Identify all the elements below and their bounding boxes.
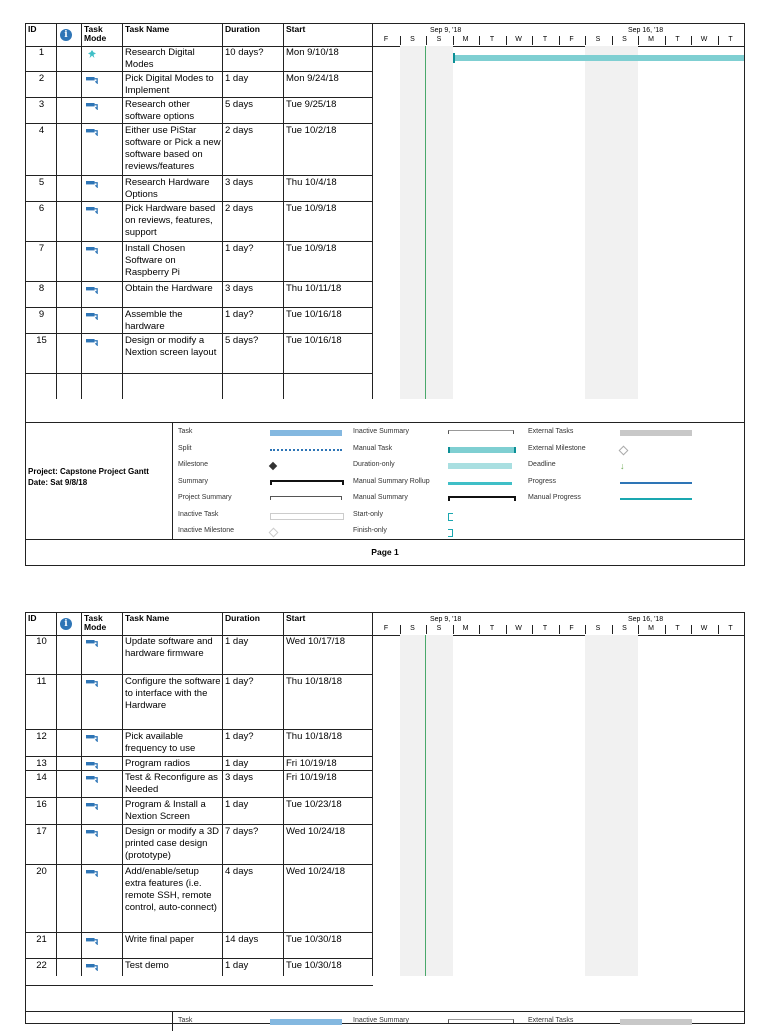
timescale-divider xyxy=(638,36,639,45)
status-date-line xyxy=(425,46,426,399)
cell-task-name: Program radios xyxy=(125,758,190,769)
timescale-day: W xyxy=(700,36,708,43)
cell-start: Wed 10/17/18 xyxy=(286,636,345,647)
timescale-divider xyxy=(612,36,613,45)
cell-task-name: Write final paper xyxy=(125,934,194,945)
table-row[interactable] xyxy=(26,730,373,757)
cell-duration: 1 day xyxy=(225,758,249,769)
cell-start: Tue 10/2/18 xyxy=(286,125,337,136)
table-row[interactable] xyxy=(26,771,373,798)
legend-label: External Tasks xyxy=(528,428,574,435)
timescale-day: S xyxy=(436,625,442,632)
cell-duration: 1 day xyxy=(225,73,249,84)
cell-duration: 7 days? xyxy=(225,826,259,837)
cell-task-name: Design or modify a Nextion screen layout xyxy=(125,335,217,358)
gantt-bar-task-1[interactable] xyxy=(453,55,745,61)
timescale-day: M xyxy=(648,36,654,43)
auto-schedule-icon xyxy=(86,286,98,294)
header-duration: Duration xyxy=(225,613,260,623)
cell-start: Fri 10/19/18 xyxy=(286,772,337,783)
timescale-day: S xyxy=(595,625,601,632)
cell-start: Tue 10/9/18 xyxy=(286,203,337,214)
auto-schedule-icon xyxy=(86,775,98,783)
gantt-bar-start xyxy=(453,53,455,63)
legend-date: Date: Sat 9/8/18 xyxy=(28,478,88,487)
cell-task-name: Research Hardware Options xyxy=(125,177,210,200)
legend-label: Duration-only xyxy=(353,461,395,468)
cell-id: 2 xyxy=(38,73,45,84)
legend-divider xyxy=(172,423,173,539)
status-date-line xyxy=(425,635,426,976)
manual-pin-icon xyxy=(86,50,98,58)
cell-duration: 1 day xyxy=(225,960,249,971)
legend-symbol xyxy=(620,496,692,500)
table-row[interactable] xyxy=(26,959,373,986)
cell-id: 3 xyxy=(38,99,45,110)
timescale-day: T xyxy=(542,625,548,632)
legend-label: Start-only xyxy=(353,510,383,518)
auto-schedule-icon xyxy=(86,246,98,254)
timescale-day: S xyxy=(410,36,415,43)
auto-schedule-icon xyxy=(86,76,98,84)
table-row[interactable] xyxy=(26,124,373,176)
cell-duration: 3 days xyxy=(225,177,253,188)
cell-duration: 2 days xyxy=(225,125,253,136)
legend-symbol xyxy=(448,1019,514,1023)
table-row[interactable] xyxy=(26,98,373,124)
auto-schedule-icon xyxy=(86,963,98,971)
cell-id: 8 xyxy=(38,283,45,294)
legend-label: Inactive Task xyxy=(178,510,219,518)
table-row[interactable] xyxy=(26,46,373,72)
timescale-day: T xyxy=(489,625,495,632)
timescale-day: S xyxy=(622,625,627,632)
cell-id: 14 xyxy=(36,772,47,783)
legend-symbol xyxy=(448,480,512,485)
cell-id: 12 xyxy=(36,731,47,742)
cell-task-name: Pick available frequency to use xyxy=(125,731,196,754)
cell-duration: 5 days xyxy=(225,99,253,110)
week2-label: Sep 16, '18 xyxy=(628,616,664,623)
auto-schedule-icon xyxy=(86,102,98,110)
timescale-divider xyxy=(638,625,639,634)
cell-duration: 1 day? xyxy=(225,731,254,742)
legend-label: External Tasks xyxy=(528,1017,574,1024)
weekend-shade xyxy=(585,635,638,976)
cell-id: 6 xyxy=(38,203,45,214)
cell-start: Fri 10/19/18 xyxy=(286,758,337,769)
auto-schedule-icon xyxy=(86,937,98,945)
cell-start: Mon 9/10/18 xyxy=(286,47,339,58)
cell-id: 11 xyxy=(36,676,47,687)
legend-label: Summary xyxy=(178,477,208,485)
timescale-day: T xyxy=(728,36,733,43)
cell-start: Thu 10/18/18 xyxy=(286,676,342,687)
legend-symbol xyxy=(270,496,342,500)
week1-label: Sep 9, '18 xyxy=(430,616,462,623)
header-task-mode: Task Mode xyxy=(84,613,107,632)
legend-symbol xyxy=(448,447,516,453)
cell-task-name: Pick Hardware based on reviews, features, support xyxy=(125,203,216,238)
legend-symbol xyxy=(270,463,276,469)
table-row[interactable] xyxy=(26,282,373,308)
legend-label: Split xyxy=(178,444,192,452)
cell-id: 5 xyxy=(38,177,45,188)
auto-schedule-icon xyxy=(86,869,98,877)
auto-schedule-icon xyxy=(86,312,98,320)
cell-start: Tue 10/23/18 xyxy=(286,799,342,810)
timescale-day: W xyxy=(515,36,522,43)
legend-label: Progress xyxy=(528,477,557,485)
legend-label: Manual Summary xyxy=(353,494,408,501)
cell-id: 22 xyxy=(36,960,47,971)
cell-id: 20 xyxy=(36,866,47,877)
week1-label: Sep 9, '18 xyxy=(430,27,462,34)
cell-duration: 1 day? xyxy=(225,243,254,254)
timescale-day: F xyxy=(569,36,574,43)
timescale-divider xyxy=(479,36,480,45)
legend-symbol xyxy=(270,447,342,453)
table-row[interactable] xyxy=(26,334,373,374)
header-start: Start xyxy=(286,24,306,34)
timescale-divider xyxy=(400,625,401,634)
timescale-day: M xyxy=(462,36,469,43)
table-row[interactable] xyxy=(26,933,373,959)
timescale-divider xyxy=(559,625,560,634)
cell-start: Thu 10/4/18 xyxy=(286,177,337,188)
table-row[interactable] xyxy=(26,798,373,825)
cell-task-name: Test demo xyxy=(125,960,169,971)
table-row[interactable] xyxy=(26,865,373,933)
cell-start: Tue 10/16/18 xyxy=(286,309,342,320)
cell-start: Tue 10/9/18 xyxy=(286,243,337,254)
timescale-day: T xyxy=(489,36,495,43)
legend-symbol xyxy=(620,430,692,436)
legend-label: Deadline xyxy=(528,461,556,468)
cell-task-name: Install Chosen Software on Raspberry Pi xyxy=(125,243,186,278)
cell-id: 4 xyxy=(38,125,45,136)
cell-id: 16 xyxy=(36,799,47,810)
header-task-name: Task Name xyxy=(125,613,170,623)
cell-start: Mon 9/24/18 xyxy=(286,73,339,84)
legend-label: Inactive Summary xyxy=(353,428,410,435)
table-row[interactable] xyxy=(26,72,373,98)
timescale-day: F xyxy=(383,625,389,632)
legend-label: Task xyxy=(178,1017,193,1024)
header-task-mode: Task Mode xyxy=(84,24,107,43)
auto-schedule-icon xyxy=(86,679,98,687)
auto-schedule-icon xyxy=(86,734,98,742)
timescale-divider xyxy=(612,625,613,634)
legend-label: Manual Summary Rollup xyxy=(353,477,430,485)
cell-id: 10 xyxy=(36,636,47,647)
auto-schedule-icon xyxy=(86,206,98,214)
cell-id: 17 xyxy=(36,826,47,837)
legend-divider xyxy=(172,1012,173,1031)
legend-symbol xyxy=(620,447,627,454)
cell-duration: 14 days xyxy=(225,934,259,945)
timescale-day: M xyxy=(648,625,654,632)
timescale-day: T xyxy=(728,625,733,632)
legend-symbol xyxy=(448,496,516,501)
legend-label: Manual Progress xyxy=(528,494,581,501)
cell-start: Thu 10/11/18 xyxy=(286,283,342,294)
timescale-divider xyxy=(585,625,586,634)
cell-duration: 1 day? xyxy=(225,676,254,687)
info-icon: i xyxy=(60,618,72,630)
legend-label: Manual Task xyxy=(353,444,393,452)
legend-label: Milestone xyxy=(178,461,208,468)
week2-label: Sep 16, '18 xyxy=(628,27,664,34)
cell-task-name: Research other software options xyxy=(125,99,195,122)
gantt-page-1 xyxy=(25,23,745,566)
cell-task-name: Assemble the hardware xyxy=(125,309,183,332)
timescale-day: S xyxy=(595,36,601,43)
timescale-day: W xyxy=(515,625,522,632)
cell-duration: 4 days xyxy=(225,866,253,877)
timescale-day: T xyxy=(675,36,680,43)
timescale-divider xyxy=(479,625,480,634)
table-row[interactable] xyxy=(26,675,373,730)
legend-label: Inactive Summary xyxy=(353,1017,410,1024)
cell-start: Tue 10/16/18 xyxy=(286,335,342,346)
legend-label: External Milestone xyxy=(528,444,586,452)
cell-start: Tue 10/30/18 xyxy=(286,960,342,971)
timescale-divider xyxy=(691,36,692,45)
cell-duration: 1 day xyxy=(225,636,249,647)
timescale-day: S xyxy=(436,36,442,43)
timescale-divider xyxy=(506,36,507,45)
timescale-divider xyxy=(506,625,507,634)
auto-schedule-icon xyxy=(86,639,98,647)
legend-label: Task xyxy=(178,428,193,435)
legend-symbol xyxy=(620,1019,692,1025)
header-task-name: Task Name xyxy=(125,24,170,34)
info-icon: i xyxy=(60,29,72,41)
cell-task-name: Research Digital Modes xyxy=(125,47,195,70)
timescale-divider xyxy=(532,625,533,634)
legend-symbol xyxy=(448,529,453,537)
timescale-divider xyxy=(585,36,586,45)
timescale-day: T xyxy=(542,36,548,43)
legend-symbol xyxy=(448,463,512,469)
table-row[interactable] xyxy=(26,308,373,334)
auto-schedule-icon xyxy=(86,761,98,769)
timescale-divider xyxy=(453,36,454,45)
timescale-day: F xyxy=(569,625,574,632)
cell-start: Wed 10/24/18 xyxy=(286,866,345,877)
header-duration: Duration xyxy=(225,24,260,34)
cell-id: 9 xyxy=(38,309,45,320)
timescale-divider xyxy=(426,625,427,634)
timescale-divider xyxy=(691,625,692,634)
cell-duration: 1 day xyxy=(225,799,249,810)
cell-duration: 5 days? xyxy=(225,335,259,346)
table-row[interactable] xyxy=(26,176,373,202)
auto-schedule-icon xyxy=(86,338,98,346)
legend-symbol xyxy=(448,430,514,434)
legend-symbol xyxy=(270,529,277,536)
cell-task-name: Update software and hardware firmware xyxy=(125,636,213,659)
cell-id: 21 xyxy=(36,934,47,945)
auto-schedule-icon xyxy=(86,829,98,837)
cell-start: Tue 10/30/18 xyxy=(286,934,342,945)
cell-duration: 2 days xyxy=(225,203,253,214)
cell-task-name: Pick Digital Modes to Implement xyxy=(125,73,214,96)
table-row[interactable] xyxy=(26,825,373,865)
cell-task-name: Program & Install a Nextion Screen xyxy=(125,799,206,822)
cell-duration: 1 day? xyxy=(225,309,254,320)
legend xyxy=(26,1011,744,1031)
legend-symbol: ↓ xyxy=(620,461,625,471)
timescale-day: S xyxy=(410,625,415,632)
timescale-divider xyxy=(718,625,719,634)
timescale-day: M xyxy=(462,625,469,632)
cell-task-name: Test & Reconfigure as Needed xyxy=(125,772,218,795)
header-start: Start xyxy=(286,613,306,623)
timescale-divider xyxy=(665,36,666,45)
legend-project-name: Project: Capstone Project Gantt xyxy=(28,467,149,476)
legend-symbol xyxy=(270,1019,342,1025)
cell-id: 15 xyxy=(36,335,47,346)
timescale-divider xyxy=(532,36,533,45)
legend-symbol xyxy=(270,513,344,520)
timescale-day: F xyxy=(383,36,389,43)
timescale-divider xyxy=(400,36,401,45)
legend-label: Project Summary xyxy=(178,494,232,501)
timescale-divider xyxy=(559,36,560,45)
legend-symbol xyxy=(448,513,453,521)
legend-label: Inactive Milestone xyxy=(178,527,235,534)
timescale-divider xyxy=(453,625,454,634)
cell-duration: 3 days xyxy=(225,283,253,294)
legend-symbol xyxy=(270,430,342,436)
timescale-divider xyxy=(718,36,719,45)
weekend-shade xyxy=(585,46,638,399)
table-row[interactable] xyxy=(26,202,373,242)
auto-schedule-icon xyxy=(86,180,98,188)
cell-duration: 3 days xyxy=(225,772,253,783)
cell-task-name: Design or modify a 3D printed case design (prototype) xyxy=(125,826,219,861)
weekend-shade xyxy=(400,46,453,399)
cell-start: Tue 9/25/18 xyxy=(286,99,337,110)
auto-schedule-icon xyxy=(86,128,98,136)
cell-task-name: Add/enable/setup extra features (i.e. remote SSH, remote control, auto-connect) xyxy=(125,866,217,913)
weekend-shade xyxy=(400,635,453,976)
gantt-page-2 xyxy=(25,612,745,1024)
cell-id: 1 xyxy=(38,47,45,58)
legend-symbol xyxy=(270,480,344,485)
cell-start: Wed 10/24/18 xyxy=(286,826,345,837)
table-row[interactable] xyxy=(26,635,373,675)
legend-label: Finish-only xyxy=(353,527,387,534)
timescale xyxy=(373,613,744,635)
timescale-divider xyxy=(665,625,666,634)
timescale-divider xyxy=(426,36,427,45)
timescale-day: T xyxy=(675,625,680,632)
header-id: ID xyxy=(28,613,37,623)
header-id: ID xyxy=(28,24,37,34)
page-footer: Page 1 xyxy=(371,547,399,557)
table-row[interactable] xyxy=(26,757,373,771)
cell-duration: 10 days? xyxy=(225,47,264,58)
cell-task-name: Either use PiStar software or Pick a new software based on reviews/features xyxy=(125,125,221,172)
cell-task-name: Obtain the Hardware xyxy=(125,283,213,294)
timescale xyxy=(373,24,744,46)
timescale-day: W xyxy=(700,625,708,632)
table-row[interactable] xyxy=(26,242,373,282)
legend-symbol xyxy=(620,480,692,484)
cell-start: Thu 10/18/18 xyxy=(286,731,342,742)
cell-id: 13 xyxy=(36,758,47,769)
auto-schedule-icon xyxy=(86,802,98,810)
legend xyxy=(26,422,744,540)
cell-id: 7 xyxy=(38,243,45,254)
timescale-day: S xyxy=(622,36,627,43)
cell-task-name: Configure the software to interface with the Hardware xyxy=(125,676,221,711)
